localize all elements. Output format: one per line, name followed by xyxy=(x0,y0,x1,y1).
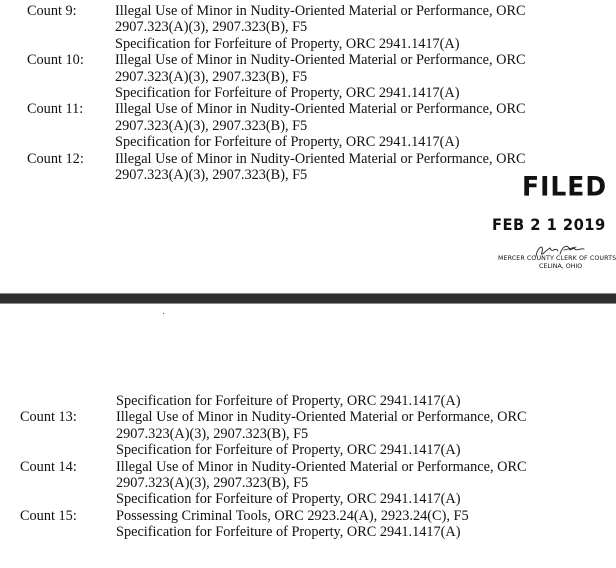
charge-text: Illegal Use of Minor in Nudity-Oriented Material or Performance, ORC xyxy=(116,409,527,426)
stamp-office: MERCER COUNTY CLERK OF COURTS xyxy=(498,255,616,262)
charge-line xyxy=(0,134,616,150)
count-label: Count 9: xyxy=(27,3,77,19)
charge-text: 2907.323(A)(3), 2907.323(B), F5 xyxy=(115,117,308,134)
charge-line xyxy=(0,101,616,117)
charge-text: Specification for Forfeiture of Property, ORC 2941.1417(A) xyxy=(116,491,461,508)
charge-text: Specification for Forfeiture of Property, ORC 2941.1417(A) xyxy=(115,35,460,52)
charge-text: 2907.323(A)(3), 2907.323(B), F5 xyxy=(116,425,309,442)
count-label: Count 12: xyxy=(27,150,84,167)
charge-text: Specification for Forfeiture of Property, ORC 2941.1417(A) xyxy=(116,393,461,409)
count-label: Count 11: xyxy=(27,101,84,118)
charge-text: 2907.323(A)(3), 2907.323(B), F5 xyxy=(115,166,308,183)
filed-stamp xyxy=(470,172,616,292)
count-label: Count 14: xyxy=(20,458,77,475)
charge-line xyxy=(0,85,616,101)
charge-text: Possessing Criminal Tools, ORC 2923.24(A), 2923.24(C), F5 xyxy=(116,507,469,524)
charge-text: Specification for Forfeiture of Property, ORC 2941.1417(A) xyxy=(115,84,460,101)
charges-list-top xyxy=(0,3,616,183)
charge-line xyxy=(0,491,616,507)
document-page-bottom xyxy=(0,304,616,568)
charge-line xyxy=(0,524,616,540)
charges-list-bottom xyxy=(0,393,616,541)
count-label: Count 10: xyxy=(27,52,84,69)
charge-text: Illegal Use of Minor in Nudity-Oriented Material or Performance, ORC xyxy=(115,150,526,167)
charge-text: Illegal Use of Minor in Nudity-Oriented Material or Performance, ORC xyxy=(116,458,527,475)
charge-text: Illegal Use of Minor in Nudity-Oriented Material or Performance, ORC xyxy=(115,101,526,118)
charge-line xyxy=(0,69,616,85)
charge-text: Specification for Forfeiture of Property, ORC 2941.1417(A) xyxy=(115,134,460,151)
page-break-divider xyxy=(0,293,616,304)
charge-line xyxy=(0,393,616,409)
charge-text: Illegal Use of Minor in Nudity-Oriented Material or Performance, ORC xyxy=(115,52,526,69)
charge-text: 2907.323(A)(3), 2907.323(B), F5 xyxy=(115,19,308,36)
stamp-date: FEB 2 1 2019 xyxy=(492,215,606,234)
charge-line xyxy=(0,459,616,475)
charge-line xyxy=(0,19,616,35)
stamp-location: CELINA, OHIO xyxy=(539,263,583,270)
charge-line xyxy=(0,442,616,458)
charge-line xyxy=(0,3,616,19)
charge-text: Specification for Forfeiture of Property, ORC 2941.1417(A) xyxy=(116,442,461,459)
charge-line xyxy=(0,118,616,134)
count-label: Count 13: xyxy=(20,409,77,426)
stamp-filed-text: FILED xyxy=(522,171,608,202)
charge-text: 2907.323(A)(3), 2907.323(B), F5 xyxy=(115,68,308,85)
charge-line xyxy=(0,475,616,491)
charge-text: 2907.323(A)(3), 2907.323(B), F5 xyxy=(116,474,309,491)
charge-text: Illegal Use of Minor in Nudity-Oriented Material or Performance, ORC xyxy=(115,3,526,19)
charge-text: Specification for Forfeiture of Property, ORC 2941.1417(A) xyxy=(116,524,461,541)
count-label: Count 15: xyxy=(20,507,77,524)
charge-line xyxy=(0,409,616,425)
charge-line xyxy=(0,426,616,442)
charge-line xyxy=(0,36,616,52)
charge-line xyxy=(0,151,616,167)
charge-line xyxy=(0,508,616,524)
charge-line xyxy=(0,52,616,68)
